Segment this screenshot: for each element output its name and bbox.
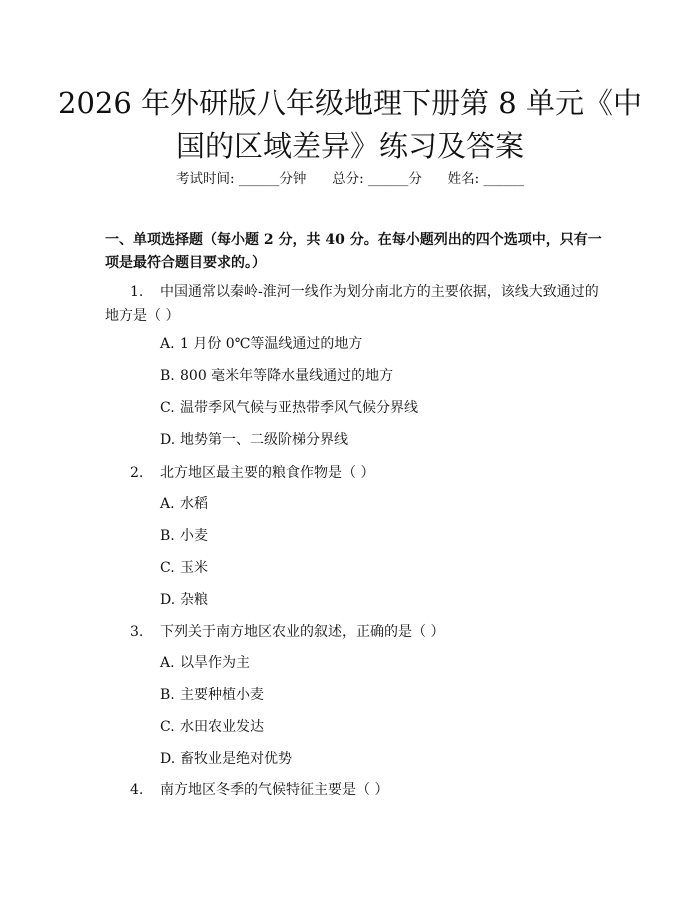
question-3 — [130, 620, 602, 644]
option-letter: C. — [160, 400, 175, 416]
option-text: 1 月份 0℃等温线通过的地方 — [180, 336, 363, 352]
option-3b — [160, 685, 264, 705]
question-number: 3. — [130, 624, 144, 640]
option-letter: D. — [160, 432, 176, 448]
option-letter: A. — [160, 655, 175, 671]
option-1b — [160, 366, 393, 386]
question-text: 中国通常以秦岭-淮河一线作为划分南北方的主要依据，该线大致通过的 — [160, 284, 599, 300]
option-text: 温带季风气候与亚热带季风气候分界线 — [180, 400, 418, 416]
option-2b — [160, 526, 208, 546]
option-letter: A. — [160, 496, 175, 512]
question-text: 南方地区冬季的气候特征主要是（ ） — [160, 782, 389, 798]
question-4 — [130, 778, 602, 802]
option-text: 杂粮 — [180, 592, 208, 608]
option-2a — [160, 494, 208, 514]
title-line-2: 国的区域差异》练习及答案 — [175, 129, 524, 163]
option-3d — [160, 749, 292, 769]
exam-meta-line: 考试时间: ______分钟 总分: ______分 姓名: ______ — [175, 171, 524, 187]
option-letter: D. — [160, 592, 176, 608]
option-text: 水稻 — [180, 496, 208, 512]
option-3a — [160, 653, 250, 673]
option-letter: C. — [160, 560, 175, 576]
option-1c — [160, 398, 418, 418]
option-3c — [160, 717, 264, 737]
question-1 — [130, 280, 602, 304]
option-letter: C. — [160, 719, 175, 735]
option-2d — [160, 590, 208, 610]
section-heading: 一、单项选择题（每小题 2 分，共 40 分。在每小题列出的四个选项中，只有一项是最符合题目要求的。） — [105, 232, 602, 271]
option-text: 水田农业发达 — [180, 719, 264, 735]
option-letter: A. — [160, 336, 175, 352]
question-2 — [130, 461, 602, 485]
option-text: 800 毫米年等降水量线通过的地方 — [180, 368, 394, 384]
option-text: 小麦 — [180, 528, 208, 544]
option-letter: B. — [160, 368, 175, 384]
option-letter: B. — [160, 687, 175, 703]
option-letter: D. — [160, 751, 176, 767]
option-letter: B. — [160, 528, 175, 544]
option-text: 以旱作为主 — [180, 655, 250, 671]
question-number: 2. — [130, 465, 144, 481]
option-text: 主要种植小麦 — [180, 687, 264, 703]
option-1d — [160, 430, 348, 450]
title-line-1: 2026 年外研版八年级地理下册第 8 单元《中 — [58, 86, 642, 120]
question-number: 1. — [130, 284, 144, 300]
question-number: 4. — [130, 782, 144, 798]
option-text: 畜牧业是绝对优势 — [180, 751, 292, 767]
question-text: 下列关于南方地区农业的叙述，正确的是（ ） — [160, 624, 445, 640]
option-text: 地势第一、二级阶梯分界线 — [180, 432, 348, 448]
question-text: 北方地区最主要的粮食作物是（ ） — [160, 465, 375, 481]
option-2c — [160, 558, 208, 578]
document-title — [40, 82, 660, 168]
question-1-continuation: 地方是（ ） — [105, 308, 180, 324]
option-1a — [160, 334, 362, 354]
option-text: 玉米 — [180, 560, 208, 576]
